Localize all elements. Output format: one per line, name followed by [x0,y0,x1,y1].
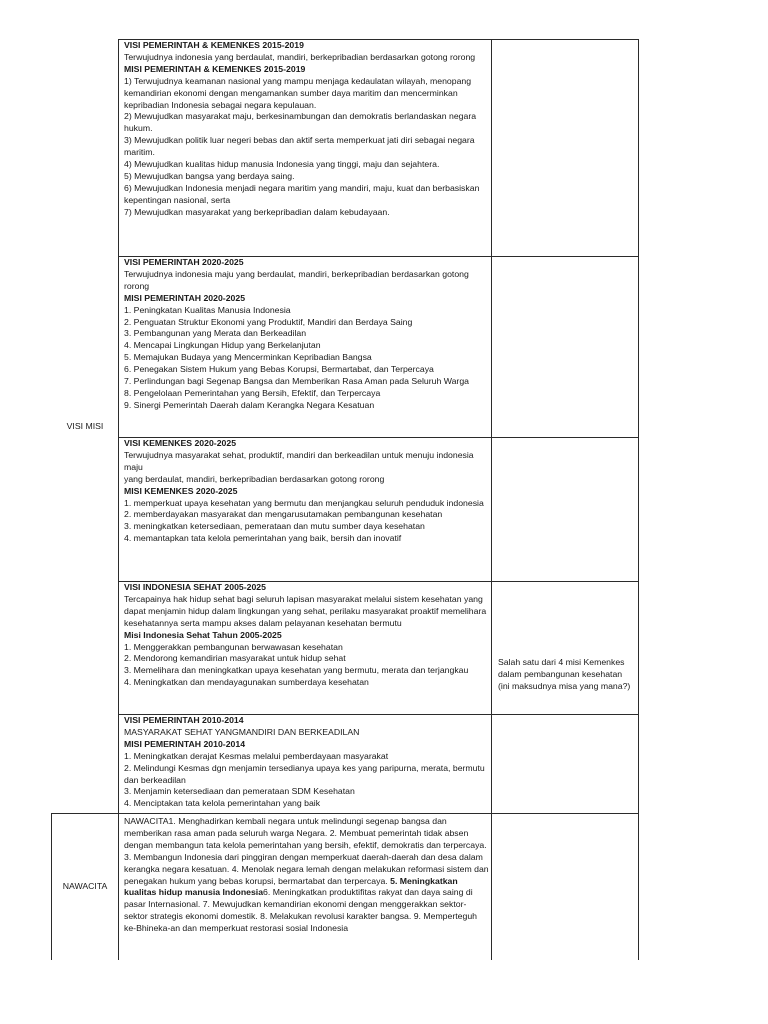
visi-misi-cell [124,438,490,545]
grid-line [118,39,119,813]
misi-title: MISI PEMERINTAH 2020-2025 [124,292,246,303]
visi-text: MASYARAKAT SEHAT YANGMANDIRI DAN BERKEADILAN [124,726,360,737]
misi-text: 1. Peningkatan Kualitas Manusia Indonesia 2. Penguatan Struktur Ekonomi yang Produktif, Mandiri dan Berdaya Saing 3. Pembangunan yang Merata dan Berkeadilan 4. Mencapai Lingkungan Hidup yang Berkelanjutan 5. Memajukan Budaya yang Mencerminkan Kepribadian Bangsa 6. Penegakan Sistem Hukum yang Bebas Korupsi, Bermartabat, dan Terpercaya 7. Perlindungan bagi Segenap Bangsa dan Memberikan Rasa Aman pada Seluruh Warga 8. Pengelolaan Pemerintahan yang Bersih, Efektif, dan Terpercaya 9. Sinergi Pemerintah Daerah dalam Kerangka Negara Kesatuan [124,304,469,410]
grid-line [638,39,639,960]
grid-line [491,39,492,960]
visi-text: Tercapainya hak hidup sehat bagi seluruh lapisan masyarakat melalui sistem kesehatan yang dapat menjamin hidup dalam lingkungan yang sehat, perilaku masyarakat proaktif memelihara kesehatannya serta mampu akses dalam pelayanan kesehatan bermutu [124,593,487,628]
visi-text: Terwujudnya indonesia maju yang berdaulat, mandiri, berkepribadian berdasarkan gotong rorong [124,268,469,291]
misi-title: MISI KEMENKES 2020-2025 [124,485,238,496]
misi-text: 1. Meningkatkan derajat Kesmas melalui pemberdayaan masyarakat 2. Melindungi Kesmas dgn menjamin tersedianya upaya kes yang paripurna, merata, bermutu dan berkeadilan 3. Menjamin ketersediaan dan pemerataan SDM Kesehatan 4. Menciptakan tata kelola pemerintahan yang baik [124,750,485,809]
visi-title: VISI PEMERINTAH & KEMENKES 2015-2019 [124,40,304,50]
nawacita-bold-point: 5. Meningkatkan kualitas hidup manusia Indonesia [124,875,458,898]
visi-title: VISI INDONESIA SEHAT 2005-2025 [124,582,266,592]
label-nawacita: NAWACITA [62,881,108,891]
nawacita-text-part: 6. Meningkatkan produktifitas rakyat dan daya saing di pasar Internasional. 7. Mewujudkan kemandirian ekonomi dengan menggerakkan sektor-sektor strategis ekonomi domestik. 8. Melakukan revolusi karakter bangsa. 9. Memperteguh ke-Bhineka-an dan memperkuat restorasi sosial Indonesia [124,887,477,934]
visi-title: VISI PEMERINTAH 2010-2014 [124,715,244,725]
visi-misi-cell [124,715,490,810]
visi-title: VISI PEMERINTAH 2020-2025 [124,257,244,267]
grid-line [51,813,639,814]
grid-line [118,813,119,960]
misi-title: MISI PEMERINTAH & KEMENKES 2015-2019 [124,63,306,74]
comment-note: Salah satu dari 4 misi Kemenkes dalam pembangunan kesehatan (ini maksudnya misa yang mana?) [498,657,631,691]
nawacita-text-part: NAWACITA1. Menghadirkan kembali negara untuk melindungi segenap bangsa dan memberikan rasa aman pada seluruh warga Negara. 2. Membuat pemerintah tidak absen dengan membangun tata kelola pemerintahan yang bersih, efektif, demokratis dan terpercaya. 3. Membangun Indonesia dari pinggiran dengan memperkuat daerah-daerah dan desa dalam kerangka negara kesatuan. 4. Menolak negara lemah dengan melakukan reformasi sistem dan penegakan hukum yang bebas korupsi, bermartabat dan terpercaya. [124,816,489,886]
misi-title: MISI PEMERINTAH 2010-2014 [124,738,246,749]
misi-text: 1) Terwujudnya keamanan nasional yang mampu menjaga kedaulatan wilayah, menopang kemandirian ekonomi dengan mengamankan sumber daya maritim dan mencerminkan kepribadian Indonesia sebagai negara kepulauan. 2) Mewujudkan masyarakat maju, berkesinambungan dan demokratis berlandaskan negara hukum. 3) Mewujudkan politik luar negeri bebas dan aktif serta memperkuat jati diri sebagai negara maritim. 4) Mewujudkan kualitas hidup manusia Indonesia yang tinggi, maju dan sejahtera. 5) Mewujudkan bangsa yang berdaya saing. 6) Mewujudkan Indonesia menjadi negara maritim yang mandiri, maju, kuat dan berbasiskan kepentingan nasional, serta 7) Mewujudkan masyarakat yang berkepribadian dalam kebudayaan. [124,75,480,217]
visi-text: Terwujudnya masyarakat sehat, produktif, mandiri dan berkeadilan untuk menuju indonesia maju yang berdaulat, mandiri, berkepribadian berdasarkan gotong rorong [124,449,474,484]
misi-title: Misi Indonesia Sehat Tahun 2005-2025 [124,629,282,640]
misi-text: 1. memperkuat upaya kesehatan yang bermutu dan menjangkau seluruh penduduk indonesia 2. memberdayakan masyarakat dan mengarusutamakan pembangunan kesehatan 3. meningkatkan ketersediaan, pemerataan dan mutu sumber daya kesehatan 4. memantapkan tata kelola pemerintahan yang baik, bersih dan inovatif [124,497,484,544]
visi-misi-cell [124,257,490,412]
visi-title: VISI KEMENKES 2020-2025 [124,438,237,448]
nawacita-text [124,816,490,935]
misi-text: 1. Menggerakkan pembangunan berwawasan kesehatan 2. Mendorong kemandirian masyarakat untuk hidup sehat 3. Memelihara dan meningkatkan upaya kesehatan yang bermutu, merata dan terjangkau 4. Meningkatkan dan mendayagunakan sumberdaya kesehatan [124,641,469,688]
visi-misi-cell [124,582,490,689]
visi-text: Terwujudnya indonesia yang berdaulat, mandiri, berkepribadian berdasarkan gotong rorong [124,51,476,62]
visi-misi-cell [124,40,490,219]
label-visi-misi: VISI MISI [66,421,104,431]
